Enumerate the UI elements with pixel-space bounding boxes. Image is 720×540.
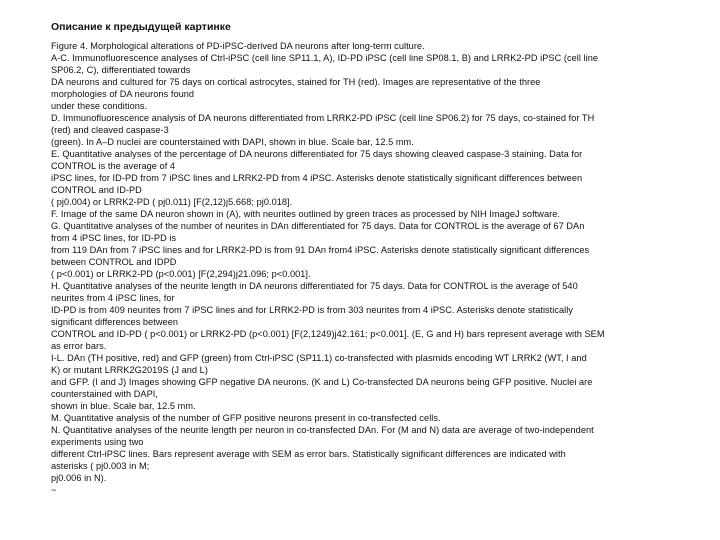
- caption-line: E. Quantitative analyses of the percentage of DA neurons differentiated for 75 days showing cleaved caspase-3 staining. Data for: [51, 149, 583, 159]
- caption-line: morphologies of DA neurons found: [51, 89, 195, 99]
- document-heading: Описание к предыдущей картинке: [51, 21, 231, 33]
- caption-line: ~: [51, 485, 57, 495]
- caption-line: from 4 iPSC lines, for ID-PD is: [51, 233, 177, 243]
- caption-line: CONTROL and ID-PD ( p<0.001) or LRRK2-PD (p<0.001) [F(2,1249)j42.161; p<0.001]. (E, G and H) bars represent average with SEM: [51, 329, 605, 339]
- caption-line: experiments using two: [51, 437, 144, 447]
- caption-line: CONTROL is the average of 4: [51, 161, 176, 171]
- caption-line: CONTROL and ID-PD: [51, 185, 142, 195]
- caption-line: A-C. Immunofluorescence analyses of Ctrl-iPSC (cell line SP11.1, A), ID-PD iPSC (cell line SP08.1, B) and LRRK2-PD iPSC (cell line: [51, 53, 599, 63]
- caption-line: and GFP. (I and J) Images showing GFP negative DA neurons. (K and L) Co-transfected DA neurons being GFP positive. Nuclei are: [51, 377, 593, 387]
- caption-line: G. Quantitative analyses of the number of neurites in DAn differentiated for 75 days. Data for CONTROL is the average of 67 DAn: [51, 221, 585, 231]
- caption-line: shown in blue. Scale bar, 12.5 mm.: [51, 401, 196, 411]
- caption-line: pj0.006 in N).: [51, 473, 107, 483]
- caption-line: N. Quantitative analyses of the neurite length per neuron in co-transfected DAn. For (M and N) data are average of two-independent: [51, 425, 594, 435]
- caption-line: iPSC lines, for ID-PD from 7 iPSC lines and LRRK2-PD from 4 iPSC. Asterisks denote statistically significant differences between: [51, 173, 583, 183]
- document-page: [51, 20, 679, 496]
- caption-line: Figure 4. Morphological alterations of PD-iPSC-derived DA neurons after long-term culture.: [51, 41, 425, 51]
- caption-line: counterstained with DAPI,: [51, 389, 158, 399]
- caption-line: ( p<0.001) or LRRK2-PD (p<0.001) [F(2,294)j21.096; p<0.001].: [51, 269, 311, 279]
- caption-line: (green). In A–D nuclei are counterstained with DAPI, shown in blue. Scale bar, 12.5 mm.: [51, 137, 414, 147]
- caption-line: M. Quantitative analysis of the number of GFP positive neurons present in co-transfected cells.: [51, 413, 441, 423]
- caption-line: between CONTROL and IDPD: [51, 257, 177, 267]
- caption-line: asterisks ( pj0.003 in M;: [51, 461, 150, 471]
- caption-line: SP06.2, C), differentiated towards: [51, 65, 191, 75]
- caption-line: different Ctrl-iPSC lines. Bars represent average with SEM as error bars. Statistically significant differences are indicated with: [51, 449, 566, 459]
- caption-line: ( pj0.004) or LRRK2-PD ( pj0.011) [F(2,12)j5.668; pj0.018].: [51, 197, 293, 207]
- caption-line: D. Immunofluorescence analysis of DA neurons differentiated from LRRK2-PD iPSC (cell line SP06.2) for 75 days, co-stained for TH: [51, 113, 595, 123]
- figure-caption: [51, 40, 679, 496]
- caption-line: K) or mutant LRRK2G2019S (J and L): [51, 365, 208, 375]
- caption-line: as error bars.: [51, 341, 107, 351]
- caption-line: I-L. DAn (TH positive, red) and GFP (green) from Ctrl-iPSC (SP11.1) co-transfected with plasmids encoding WT LRRK2 (WT, I and: [51, 353, 587, 363]
- caption-line: DA neurons and cultured for 75 days on cortical astrocytes, stained for TH (red). Images are representative of the three: [51, 77, 541, 87]
- caption-line: ID-PD is from 409 neurites from 7 iPSC lines and for LRRK2-PD is from 303 neurites from 4 iPSC. Asterisks denote statistically: [51, 305, 574, 315]
- caption-line: under these conditions.: [51, 101, 148, 111]
- caption-line: from 119 DAn from 7 iPSC lines and for LRRK2-PD is from 91 DAn from4 iPSC. Asterisks denote statistically significant differences: [51, 245, 590, 255]
- caption-line: neurites from 4 iPSC lines, for: [51, 293, 175, 303]
- caption-line: significant differences between: [51, 317, 179, 327]
- caption-line: H. Quantitative analyses of the neurite length in DA neurons differentiated for 75 days. Data for CONTROL is the average of 540: [51, 281, 578, 291]
- caption-line: (red) and cleaved caspase-3: [51, 125, 169, 135]
- caption-line: F. Image of the same DA neuron shown in (A), with neurites outlined by green traces as processed by NIH ImageJ software.: [51, 209, 561, 219]
